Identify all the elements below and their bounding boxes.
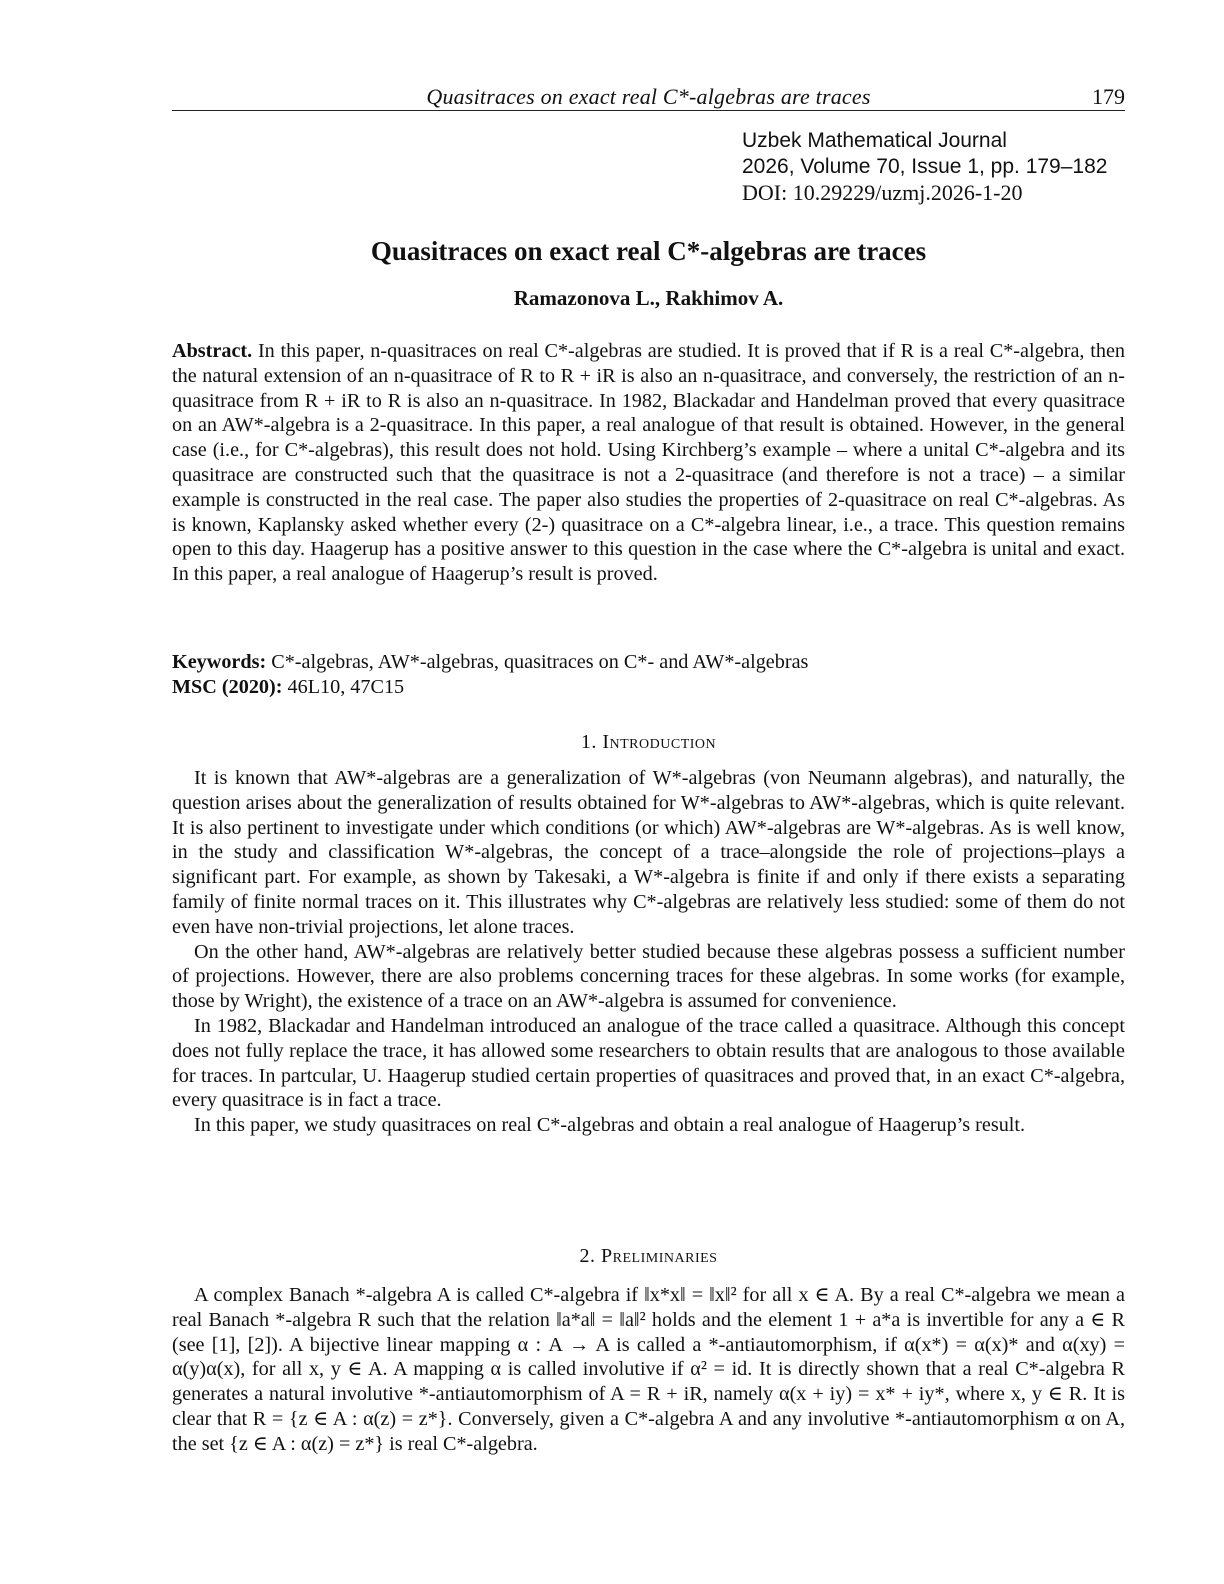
section-preliminaries <box>172 1283 1125 1457</box>
paragraph: In this paper, we study quasitraces on real C*-algebras and obtain a real analogue of Haagerup’s result. <box>194 1114 1026 1137</box>
msc-text: 46L10, 47C15 <box>287 675 405 698</box>
abstract <box>172 339 1125 587</box>
section-heading-introduction: 1. Introduction <box>580 731 717 753</box>
journal-doi: DOI: 10.29229/uzmj.2026-1-20 <box>742 180 1023 205</box>
paragraph: On the other hand, AW*-algebras are relatively better studied because these algebras possess a sufficient number of projections. However, there are also problems concerning traces for these algebras. In some works (for example, those by Wright), the existence of a trace on an AW*-algebra is assumed for convenience. <box>172 940 1125 1013</box>
section-introduction <box>172 766 1125 1138</box>
journal-name: Uzbek Mathematical Journal <box>742 129 1007 152</box>
running-header <box>172 84 1125 111</box>
paragraph: In 1982, Blackadar and Handelman introduced an analogue of the trace called a quasitrace. Although this concept does not fully replace the trace, it has allowed some researchers to obtain results that are analogous to those available for traces. In partcular, U. Haagerup studied certain properties of quasitraces and proved that, in an exact C*-algebra, every quasitrace is in fact a trace. <box>172 1014 1125 1112</box>
keywords-text: C*-algebras, AW*-algebras, quasitraces on C*- and AW*-algebras <box>271 651 809 673</box>
running-title: Quasitraces on exact real C*-algebras are traces <box>426 84 871 109</box>
paper-authors: Ramazonova L., Rakhimov A. <box>513 286 784 310</box>
paragraph: A complex Banach *-algebra A is called C*-algebra if ‖x*x‖ = ‖x‖² for all x ∈ A. By a real C*-algebra we mean a real Banach *-algebra R such that the relation ‖a*a‖ = ‖a‖² holds and the element 1 + a*a is invertible for any a ∈ R (see [1], [2]). A bijective linear mapping α : A → A is called a *-antiautomorphism, if α(x*) = α(x)* and α(xy) = α(y)α(x), for all x, y ∈ A. A mapping α is called involutive if α² = id. It is directly shown that a real C*-algebra R generates a natural involutive *-antiautomorphism of A = R + iR, namely α(x + iy) = x* + iy*, where x, y ∈ R. It is clear that R = {z ∈ A : α(z) = z*}. Conversely, given a C*-algebra A and any involutive *-antiautomorphism α on A, the set {z ∈ A : α(z) = z*} is real C*-algebra. <box>172 1284 1125 1455</box>
paragraph: It is known that AW*-algebras are a generalization of W*-algebras (von Neumann algebras), and naturally, the question arises about the generalization of results obtained for W*-algebras to AW*-algebras, which is quite relevant. It is also pertinent to investigate under which conditions (or which) AW*-algebras are W*-algebras. As is well know, in the study and classification W*-algebras, the concept of a trace–alongside the role of projections–plays a significant part. For example, as shown by Takesaki, a W*-algebra is finite if and only if there exists a separating family of finite normal traces on it. This illustrates why C*-algebras are relatively less studied: some of them do not even have non-trivial projections, let alone traces. <box>172 767 1125 938</box>
abstract-text: In this paper, n-quasitraces on real C*-algebras are studied. It is proved that if R is a real C*-algebra, then the natural extension of an n-quasitrace of R to R + iR is also an n-quasitrace, and conversely, the restriction of an n-quasitrace from R + iR to R is also an n-quasitrace. In 1982, Blackadar and Handelman proved that every quasitrace on an AW*-algebra is a 2-quasitrace. In this paper, a real analogue of that result is obtained. However, in the general case (i.e., for C*-algebras), this result does not hold. Using Kirchberg’s example – where a unital C*-algebra and its quasitrace are constructed such that the quasitrace is not a 2-quasitrace (and therefore is not a trace) – a similar example is constructed in the real case. The paper also studies the properties of 2-quasitrace on real C*-algebras. As is known, Kaplansky asked whether every (2-) quasitrace on a C*-algebra linear, i.e., a trace. This question remains open to this day. Haagerup has a positive answer to this question in the case where the C*-algebra is unital and exact. In this paper, a real analogue of Haagerup’s result is proved. <box>172 340 1125 586</box>
page-number: 179 <box>1092 84 1125 109</box>
keywords-block <box>172 650 1125 700</box>
abstract-label: Abstract. <box>172 340 253 362</box>
journal-info <box>742 128 1107 206</box>
paper-title: Quasitraces on exact real C*-algebras are traces <box>370 236 927 266</box>
msc-label: MSC (2020): <box>172 675 283 698</box>
journal-issue: 2026, Volume 70, Issue 1, pp. 179–182 <box>742 155 1108 178</box>
keywords-label: Keywords: <box>172 651 267 673</box>
section-heading-preliminaries: 2. Preliminaries <box>579 1245 718 1267</box>
